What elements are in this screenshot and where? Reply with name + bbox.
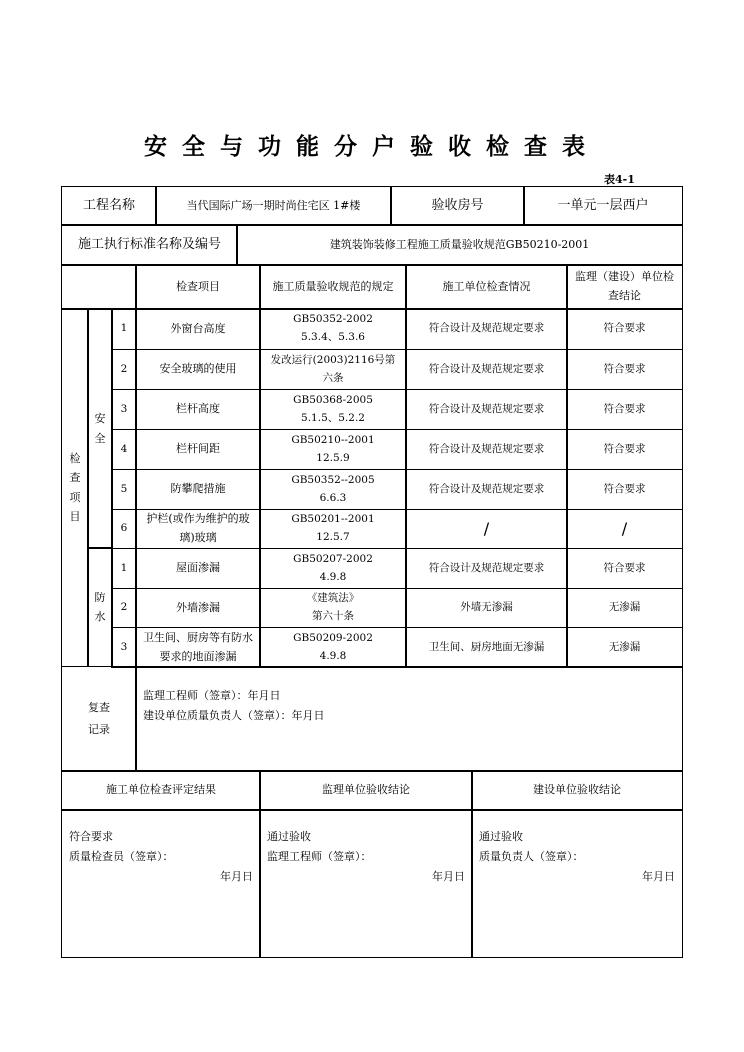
row-number: 3 (111, 627, 137, 668)
page-title: 安全与功能分户验收检查表 (144, 133, 600, 160)
supervisor-conclusion-line1: 通过验收 (267, 830, 311, 843)
contractor-conclusion-line2: 质量检查员（签章）： (69, 850, 174, 863)
supervisor-result: 符合要求 (566, 389, 683, 430)
spec-clause: 4.9.8 (319, 570, 347, 583)
group-waterproof (87, 547, 113, 667)
spec-clause: 5.3.4、5.3.6 (301, 331, 365, 343)
row-number: 2 (111, 588, 137, 628)
review-label-line: 复查 (88, 701, 110, 714)
spec-clause: 12.5.9 (316, 451, 350, 464)
supervisor-result: 符合要求 (566, 548, 683, 589)
supervisor-result: / (566, 509, 683, 549)
group-safety-char: 全 (94, 431, 106, 445)
spec-clause: 6.6.3 (319, 491, 347, 504)
owner-conclusion-line2: 质量负责人（签章）： (479, 850, 584, 863)
contractor-check: / (405, 509, 568, 549)
spec-code: GB50207-2002 (293, 552, 373, 565)
spec-code: GB50352--2005 (291, 473, 375, 486)
contractor-check: 外墙无渗漏 (405, 588, 568, 628)
spec-clause: 12.5.7 (316, 531, 350, 543)
spec-reference (259, 308, 407, 350)
row-group-char: 检 (69, 452, 81, 465)
spec-code: 《建筑法》 (306, 592, 360, 605)
supervisor-conclusion-line2: 监理工程师（签章）： (267, 850, 372, 863)
owner-conclusion-line1: 通过验收 (479, 830, 523, 843)
project-name-label: 工程名称 (61, 186, 157, 226)
check-item: 防攀爬措施 (135, 469, 261, 510)
check-item: 护栏(或作为维护的玻璃)玻璃 (135, 509, 261, 549)
contractor-check: 符合设计及规范规定要求 (405, 308, 568, 350)
row-number: 5 (111, 469, 137, 510)
group-waterproof-char: 防 (94, 590, 106, 604)
spec-clause: 5.1.5、5.2.2 (301, 411, 365, 424)
row-number: 1 (111, 308, 137, 350)
owner-conclusion (471, 809, 683, 958)
contractor-check: 符合设计及规范规定要求 (405, 548, 568, 589)
review-label (61, 666, 137, 772)
spec-code: GB50201--2001 (291, 513, 375, 526)
supervisor-conclusion-date: 年月日 (432, 870, 465, 883)
group-waterproof-char: 水 (94, 610, 106, 623)
blank-header-cell (61, 264, 137, 310)
check-item: 栏杆高度 (135, 389, 261, 430)
col-header-contractor: 施工单位检查情况 (405, 264, 568, 310)
spec-clause: 第六十条 (312, 610, 354, 622)
col-header-spec: 施工质量验收规范的规定 (259, 264, 407, 310)
spec-reference (259, 588, 407, 628)
row-number: 2 (111, 349, 137, 390)
spec-code: GB50210--2001 (291, 433, 375, 446)
standard-value: 建筑装饰装修工程施工质量验收规范GB50210-2001 (236, 224, 683, 266)
spec-reference (259, 469, 407, 510)
spec-reference (259, 509, 407, 549)
supervisor-result: 无渗漏 (566, 588, 683, 628)
check-item: 卫生间、厨房等有防水要求的地面渗漏 (135, 627, 261, 668)
supervisor-result: 符合要求 (566, 308, 683, 350)
row-group-label (61, 308, 89, 667)
row-group-char: 查 (69, 471, 81, 485)
contractor-check: 卫生间、厨房地面无渗漏 (405, 627, 568, 668)
spec-reference (259, 627, 407, 668)
row-number: 1 (111, 548, 137, 589)
room-no-value: 一单元一层西户 (523, 186, 683, 226)
spec-reference (259, 389, 407, 430)
room-no-label: 验收房号 (390, 186, 525, 226)
row-number: 6 (111, 509, 137, 549)
row-group-char: 项 (69, 490, 81, 504)
review-line-owner: 建设单位质量负责人（签章）：年月日 (143, 709, 325, 722)
row-number: 4 (111, 429, 137, 470)
spec-reference (259, 349, 407, 390)
review-label-line: 记录 (88, 723, 110, 736)
contractor-check: 符合设计及规范规定要求 (405, 429, 568, 470)
spec-code: GB50209-2002 (293, 631, 373, 644)
owner-conclusion-title: 建设单位验收结论 (471, 770, 683, 811)
supervisor-result: 符合要求 (566, 469, 683, 510)
table-number: 表4-1 (604, 173, 635, 186)
row-group-char: 目 (69, 509, 81, 523)
review-line-supervisor: 监理工程师（签章）：年月日 (143, 689, 281, 702)
supervisor-result: 无渗漏 (566, 627, 683, 668)
check-item: 外窗台高度 (135, 308, 261, 350)
spec-reference (259, 429, 407, 470)
standard-label: 施工执行标准名称及编号 (61, 224, 238, 266)
spec-code: 发改运行(2003)2116号第 (270, 353, 396, 366)
group-safety-char: 安 (94, 412, 106, 426)
supervisor-result: 符合要求 (566, 349, 683, 390)
contractor-conclusion (61, 809, 261, 958)
owner-conclusion-date: 年月日 (642, 870, 675, 883)
spec-code: GB50352-2002 (293, 313, 373, 326)
check-item: 屋面渗漏 (135, 548, 261, 589)
row-number: 3 (111, 389, 137, 430)
check-item: 安全玻璃的使用 (135, 349, 261, 390)
contractor-check: 符合设计及规范规定要求 (405, 389, 568, 430)
supervisor-result: 符合要求 (566, 429, 683, 470)
check-item: 栏杆间距 (135, 429, 261, 470)
spec-clause: 4.9.8 (319, 649, 347, 662)
project-name-value: 当代国际广场一期时尚住宅区 1#楼 (155, 186, 392, 226)
spec-code: GB50368-2005 (293, 393, 373, 406)
group-safety (87, 308, 113, 549)
contractor-conclusion-title: 施工单位检查评定结果 (61, 770, 261, 811)
contractor-check: 符合设计及规范规定要求 (405, 349, 568, 390)
check-item: 外墙渗漏 (135, 588, 261, 628)
supervisor-conclusion-title: 监理单位验收结论 (259, 770, 473, 811)
col-header-item: 检查项目 (135, 264, 261, 310)
spec-clause: 六条 (322, 371, 344, 384)
col-header-supervisor: 监理（建设）单位检查结论 (566, 264, 683, 310)
supervisor-conclusion (259, 809, 473, 958)
spec-reference (259, 548, 407, 589)
contractor-conclusion-line1: 符合要求 (69, 830, 113, 843)
contractor-check: 符合设计及规范规定要求 (405, 469, 568, 510)
review-record (135, 666, 683, 772)
contractor-conclusion-date: 年月日 (220, 870, 253, 883)
